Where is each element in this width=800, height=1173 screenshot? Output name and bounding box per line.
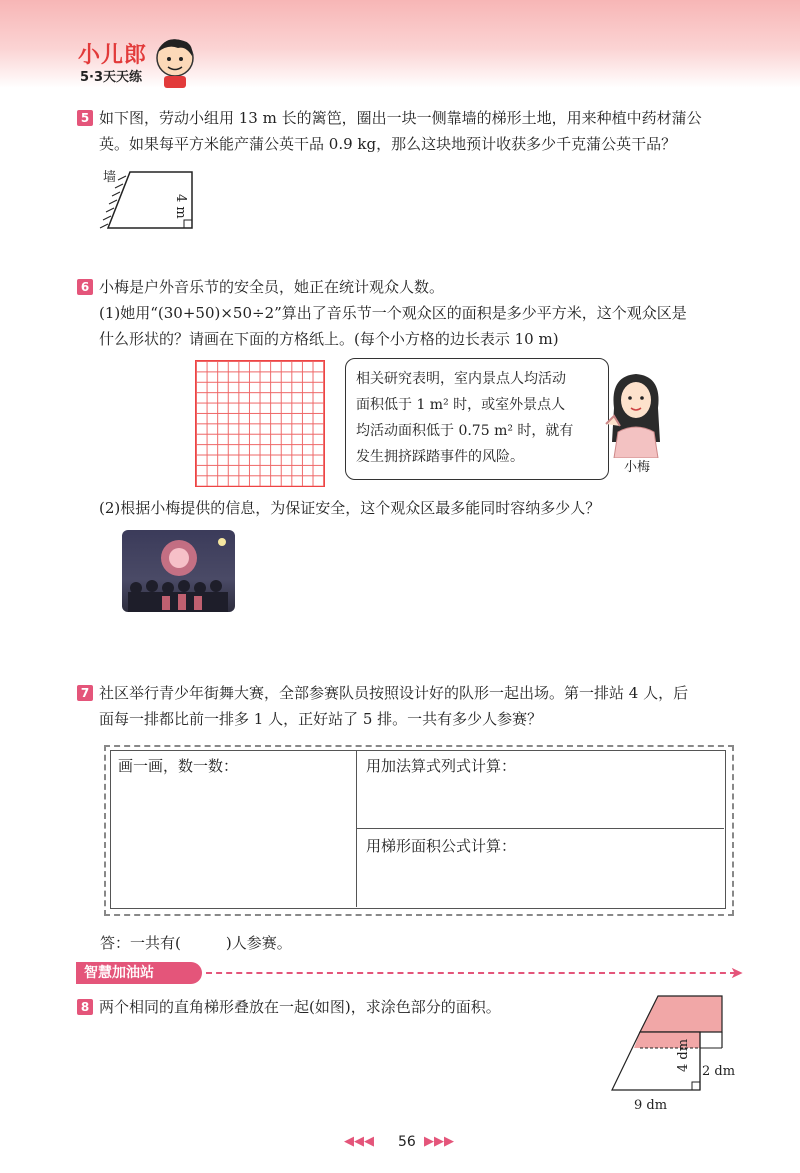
formula-answer-area[interactable] [358,860,722,905]
girl-illustration [600,368,675,458]
q6-part1-line2: 什么形状的？请画在下面的方格纸上。(每个小方格的边长表示 10 m) [99,330,559,348]
table-divider-horizontal [356,828,724,829]
section-banner: 智慧加油站 [76,962,202,984]
cell-formula-label: 用梯形面积公式计算： [366,837,517,855]
logo-subtitle: 5·3天天练 [80,70,143,85]
pager-right-arrows[interactable]: ▶▶▶ [424,1134,454,1149]
cell-addition-label: 用加法算式列式计算： [366,757,517,775]
question-number-6: 6 [77,279,93,295]
speech-line-4: 发生拥挤踩踏事件的风险。 [356,449,524,465]
speaker-name: 小梅 [624,460,651,475]
trapezoid-diagram-q5 [96,166,216,236]
q7-answer-line: 答：一共有( )人参赛。 [100,934,292,952]
logo-title: 小儿郎 [78,43,148,68]
wall-label: 墙 [103,170,117,185]
q7-text-line1: 社区举行青少年街舞大赛，全部参赛队员按照设计好的队形一起出场。第一排站 4 人，后 [99,684,689,702]
speech-line-2: 面积低于 1 m² 时，或室外景点人 [356,397,566,413]
q6-intro: 小梅是户外音乐节的安全员，她正在统计观众人数。 [99,278,445,296]
label-9dm: 9 dm [634,1098,668,1113]
overlapping-trapezoids-diagram [600,990,750,1110]
q5-text-line2: 英。如果每平方米能产蒲公英干品 0.9 kg，那么这块地预计收获多少千克蒲公英干品？ [99,135,677,153]
q5-text-line1: 如下图，劳动小组用 13 m 长的篱笆，圈出一块一侧靠墙的梯形土地，用来种植中药材蒲公 [99,109,702,127]
grid-paper[interactable] [195,360,325,487]
concert-scene-icon [122,530,235,612]
section-dashed-line [206,972,736,974]
concert-illustration [122,530,235,612]
speech-line-3: 均活动面积低于 0.75 m² 时，就有 [356,423,574,439]
question-number-5: 5 [77,110,93,126]
question-number-7: 7 [77,685,93,701]
addition-answer-area[interactable] [358,780,722,826]
cell-draw-label: 画一画，数一数： [118,757,239,775]
mascot-icon [150,34,200,90]
q8-text: 两个相同的直角梯形叠放在一起(如图)，求涂色部分的面积。 [99,998,501,1016]
question-number-8: 8 [77,999,93,1015]
label-4dm: 4 dm [676,1038,691,1072]
speech-bubble [345,358,609,480]
q6-part1-line1: (1)她用“(30+50)×50÷2”算出了音乐节一个观众区的面积是多少平方米，这个观众区是 [99,304,687,322]
label-2dm: 2 dm [702,1064,736,1079]
page-number: 56 [398,1134,416,1150]
arrow-right-icon: ➤ [730,963,744,982]
draw-area[interactable] [112,752,354,905]
q6-part2: (2)根据小梅提供的信息，为保证安全，这个观众区最多能同时容纳多少人？ [99,499,601,517]
speech-line-1: 相关研究表明，室内景点人均活动 [356,371,566,387]
pager-left-arrows[interactable]: ◀◀◀ [344,1134,374,1149]
q7-text-line2: 面每一排都比前一排多 1 人，正好站了 5 排。一共有多少人参赛？ [99,710,543,728]
height-label-q5: 4 m [173,194,188,219]
